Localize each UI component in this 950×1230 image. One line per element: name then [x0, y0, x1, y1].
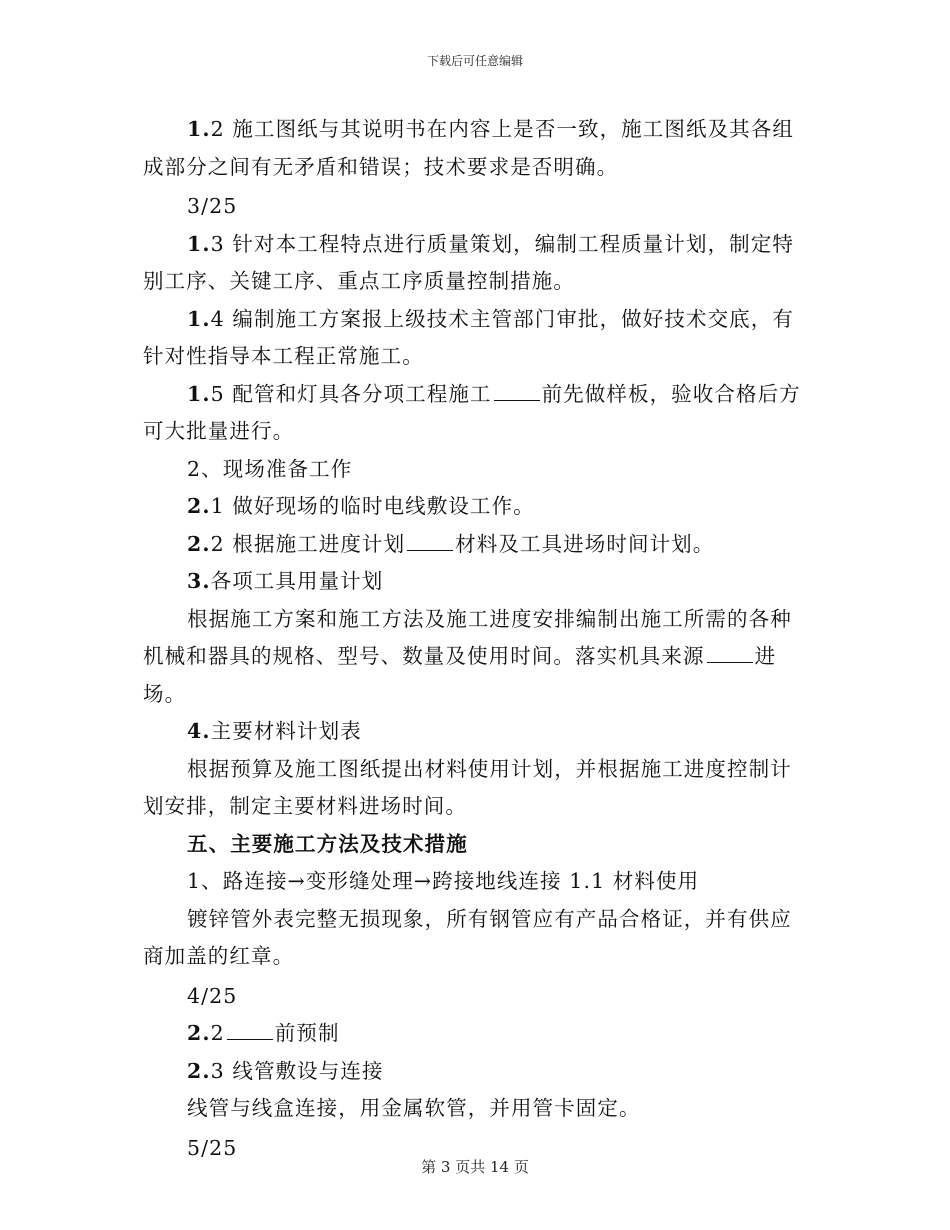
paragraph-text: 2 施工图纸与其说明书在内容上是否一致，施工图纸及其各组成部分之间有无矛盾和错误；技术要求是否明确。: [143, 117, 794, 179]
page-marker: [143, 978, 813, 1016]
paragraph-text: 线管与线盒连接，用金属软管，并用管卡固定。: [187, 1096, 641, 1120]
item-number: 1.: [187, 231, 211, 256]
paragraph-text: 镀锌管外表完整无损现象，所有钢管应有产品合格证，并有供应商加盖的红章。: [143, 906, 792, 968]
paragraph-3-body: [143, 601, 813, 714]
page-header: 下载后可任意编辑: [426, 54, 523, 68]
chapter-heading-5: [143, 826, 813, 864]
paragraph-1-2: [143, 111, 813, 186]
paragraph-2-2b: [143, 1015, 813, 1053]
fill-blank: [494, 384, 540, 401]
paragraph-text: 2: [210, 1021, 225, 1045]
heading-text: 主要材料计划表: [210, 719, 362, 743]
paragraph-text: 1 做好现场的临时电线敷设工作。: [210, 494, 535, 518]
item-number: 2.: [187, 1021, 211, 1045]
paragraph-2-2: [143, 526, 813, 564]
section-heading-4: [143, 713, 813, 751]
paragraph-1-4: [143, 301, 813, 376]
item-number: 2.: [187, 1058, 211, 1083]
page-marker-text: 3/25: [187, 194, 238, 218]
paragraph-text: 3 线管敷设与连接: [210, 1058, 384, 1083]
paragraph-text: 1、路连接→变形缝处理→跨接地线连接 1.1 材料使用: [187, 869, 700, 893]
paragraph-text: 2 根据施工进度计划: [210, 531, 406, 556]
item-number: 1.: [187, 381, 211, 406]
page-marker-text: 5/25: [187, 1135, 238, 1160]
section-heading-2: [143, 451, 813, 489]
paragraph-5-1-body: [143, 901, 813, 976]
page-marker: [143, 188, 813, 226]
heading-text: 2、现场准备工作: [187, 456, 353, 481]
paragraph-text-after: 材料及工具进场时间计划。: [455, 531, 715, 556]
page-footer: 第 3 页共 14 页: [421, 1158, 529, 1176]
section-heading-3: [143, 563, 813, 601]
paragraph-text: 4 编制施工方案报上级技术主管部门审批，做好技术交底，有针对性指导本工程正常施工。: [143, 306, 794, 368]
fill-blank: [227, 1023, 273, 1040]
item-number: 3.: [187, 569, 211, 593]
heading-text: 各项工具用量计划: [210, 569, 384, 593]
paragraph-text-after: 前预制: [274, 1021, 340, 1045]
fill-blank: [407, 534, 453, 551]
document-body: [143, 111, 813, 1167]
item-number: 1.: [187, 306, 211, 331]
page-marker-text: 4/25: [187, 983, 238, 1008]
item-number: 4.: [187, 719, 211, 743]
item-number: 2.: [187, 531, 211, 556]
paragraph-text-after: 进场。: [143, 644, 777, 706]
paragraph-2-3: [143, 1053, 813, 1091]
paragraph-text: 5 配管和灯具各分项工程施工: [210, 381, 492, 406]
heading-text: 五、主要施工方法及技术措施: [187, 831, 468, 856]
fill-blank: [707, 646, 753, 663]
paragraph-1-5: [143, 376, 813, 451]
paragraph-text-after: 前先做样板，验收合格后方可大批量进行。: [143, 381, 801, 443]
item-number: 2.: [187, 494, 211, 518]
paragraph-2-3-body: [143, 1090, 813, 1128]
paragraph-text: 根据施工方案和施工方法及施工进度安排编制出施工所需的各种机械和器具的规格、型号、数量及使用时间。落实机具来源: [143, 606, 792, 668]
paragraph-4-body: [143, 751, 813, 826]
paragraph-text: 根据预算及施工图纸提出材料使用计划，并根据施工进度控制计划安排，制定主要材料进场时间。: [143, 756, 792, 818]
paragraph-text: 3 针对本工程特点进行质量策划，编制工程质量计划，制定特别工序、关键工序、重点工序质量控制措施。: [143, 231, 794, 293]
paragraph-1-3: [143, 226, 813, 301]
paragraph-5-1: [143, 863, 813, 901]
paragraph-2-1: [143, 488, 813, 526]
item-number: 1.: [187, 117, 211, 141]
